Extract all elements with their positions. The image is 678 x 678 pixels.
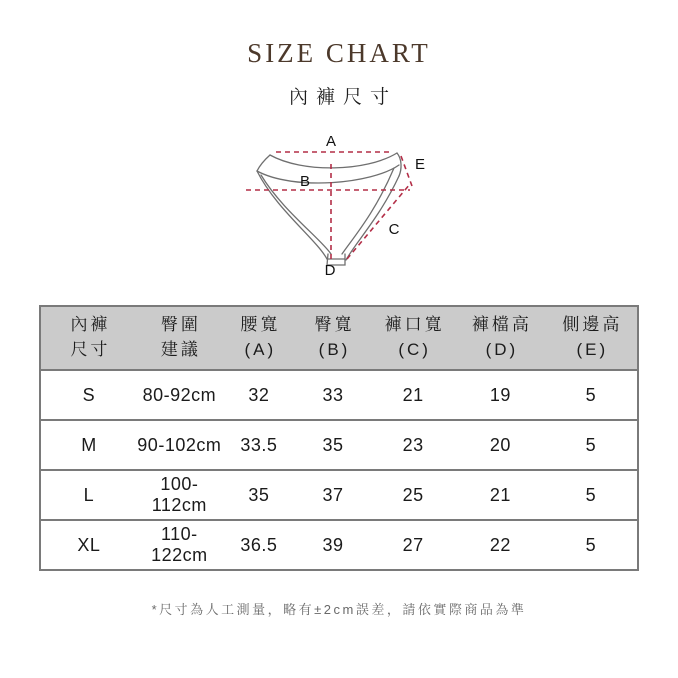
table-row xyxy=(40,470,638,520)
header-text: 側邊高 xyxy=(562,315,623,335)
size-label-cell: M xyxy=(40,420,137,470)
header-text: 尺寸 xyxy=(70,340,111,359)
measurement-cell: 32 xyxy=(222,370,296,420)
panty-diagram-svg xyxy=(222,121,457,283)
measurement-cell: 90-102cm xyxy=(137,420,222,470)
header-text: 褲口寬 xyxy=(384,315,445,335)
size-label-cell: S xyxy=(40,370,137,420)
size-table-header xyxy=(40,306,638,370)
table-row xyxy=(40,520,638,570)
size-table-body xyxy=(40,370,638,570)
header-text: 臀圍 xyxy=(160,315,201,335)
header-cell-crotch-height xyxy=(456,306,545,370)
measurement-cell: 100-112cm xyxy=(137,470,222,520)
measurement-cell: 37 xyxy=(296,470,370,520)
header-cell-leg-opening xyxy=(370,306,456,370)
measurement-cell: 5 xyxy=(545,520,638,570)
measurement-cell: 22 xyxy=(456,520,545,570)
diagram-label-c: C xyxy=(388,221,399,238)
header-text: (E) xyxy=(576,340,609,359)
measurement-cell: 5 xyxy=(545,370,638,420)
measurement-cell: 21 xyxy=(370,370,456,420)
measurement-cell: 25 xyxy=(370,470,456,520)
diagram-label-b: B xyxy=(299,173,310,190)
panty-outline xyxy=(257,153,401,265)
measurement-cell: 36.5 xyxy=(222,520,296,570)
measurement-cell: 19 xyxy=(456,370,545,420)
diagram-label-a: A xyxy=(325,133,336,150)
diagram-label-d: D xyxy=(324,262,335,279)
measure-line-c xyxy=(347,184,410,259)
header-text: 建議 xyxy=(160,340,201,359)
header-text: 腰寬 xyxy=(240,315,281,335)
measurement-cell: 35 xyxy=(296,420,370,470)
size-label-cell: L xyxy=(40,470,137,520)
page-subtitle: 內褲尺寸 xyxy=(288,87,397,108)
header-cell-side-height xyxy=(545,306,638,370)
page-title: SIZE CHART xyxy=(247,38,431,68)
measurement-cell: 23 xyxy=(370,420,456,470)
measurement-cell: 33.5 xyxy=(222,420,296,470)
header-cell-size xyxy=(40,306,137,370)
header-text: 褲檔高 xyxy=(471,315,532,335)
header-text: (B) xyxy=(318,340,351,359)
header-text: (D) xyxy=(485,340,519,359)
measurement-cell: 39 xyxy=(296,520,370,570)
table-row xyxy=(40,420,638,470)
header-text: (A) xyxy=(244,340,277,359)
measure-line-e xyxy=(401,156,412,186)
header-cell-hip-width xyxy=(296,306,370,370)
measurement-cell: 27 xyxy=(370,520,456,570)
size-label-cell: XL xyxy=(40,520,137,570)
header-cell-waist-width xyxy=(222,306,296,370)
measurement-cell: 5 xyxy=(545,470,638,520)
header-row xyxy=(40,306,638,370)
measurement-cell: 35 xyxy=(222,470,296,520)
table-row xyxy=(40,370,638,420)
header-cell-hip-suggest xyxy=(137,306,222,370)
header-text: 臀寬 xyxy=(314,315,355,335)
measurement-cell: 20 xyxy=(456,420,545,470)
size-table xyxy=(39,305,639,571)
measurement-cell: 80-92cm xyxy=(137,370,222,420)
measurement-cell: 21 xyxy=(456,470,545,520)
measurement-cell: 5 xyxy=(545,420,638,470)
header-text: 內褲 xyxy=(70,315,111,335)
diagram-label-e: E xyxy=(414,156,425,173)
measurement-cell: 110-122cm xyxy=(137,520,222,570)
measurement-cell: 33 xyxy=(296,370,370,420)
footnote: *尺寸為人工測量，略有±2cm誤差，請依實際商品為準 xyxy=(151,602,527,617)
panty-measurement-diagram xyxy=(0,121,678,283)
header-text: (C) xyxy=(398,340,431,359)
